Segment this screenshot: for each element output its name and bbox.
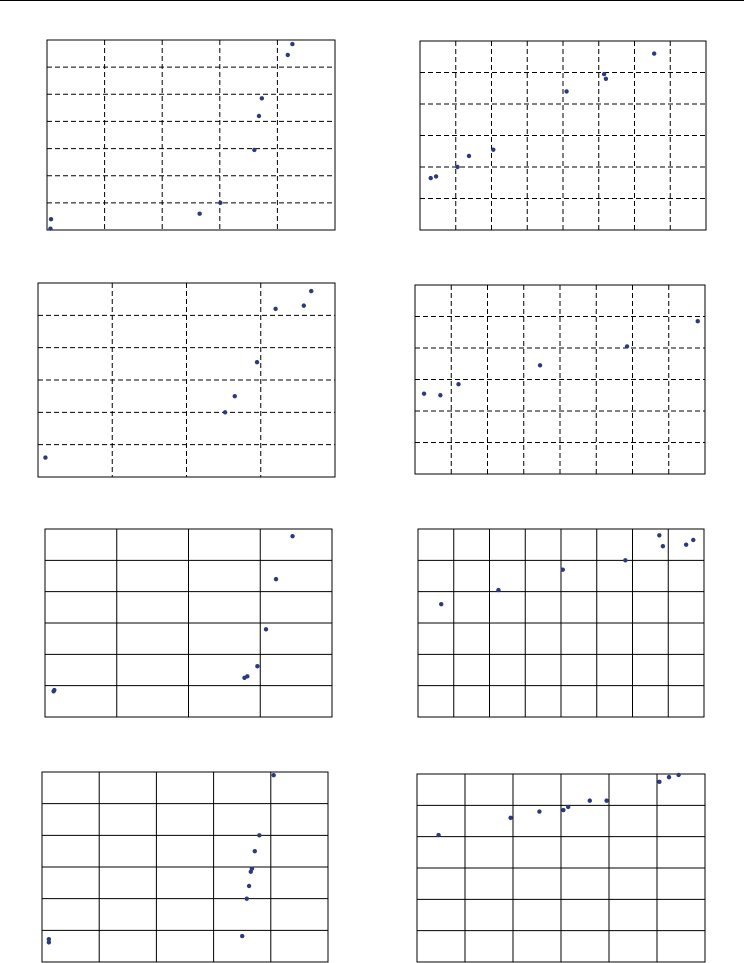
- data-point: [667, 775, 671, 779]
- data-point: [273, 307, 277, 311]
- data-point: [255, 360, 259, 364]
- scatter-panel-4: [415, 285, 705, 474]
- data-point: [247, 884, 251, 888]
- data-point: [47, 940, 51, 944]
- scatter-panel-3: [38, 283, 335, 477]
- data-point: [302, 303, 306, 307]
- data-point: [429, 176, 433, 180]
- data-point: [286, 53, 290, 57]
- data-point: [696, 319, 700, 323]
- data-point: [257, 114, 261, 118]
- scatter-panel-2: [420, 41, 706, 230]
- data-point: [48, 226, 52, 230]
- data-point: [233, 394, 237, 398]
- data-point: [274, 577, 278, 581]
- data-point: [52, 688, 56, 692]
- data-point: [491, 147, 495, 151]
- data-point: [588, 798, 592, 802]
- data-point: [250, 866, 254, 870]
- data-point: [564, 89, 568, 93]
- scatter-panel-7: [42, 772, 328, 962]
- data-point: [223, 410, 227, 414]
- data-point: [439, 602, 443, 606]
- data-point: [260, 96, 264, 100]
- data-point: [455, 165, 459, 169]
- data-point: [422, 391, 426, 395]
- data-point: [661, 544, 665, 548]
- data-point: [434, 174, 438, 178]
- data-point: [264, 627, 268, 631]
- data-point: [657, 780, 661, 784]
- data-point: [561, 568, 565, 572]
- data-point: [561, 808, 565, 812]
- data-point: [271, 773, 275, 777]
- data-point: [684, 542, 688, 546]
- data-point: [676, 773, 680, 777]
- data-point: [625, 344, 629, 348]
- data-point: [290, 534, 294, 538]
- plot-frame: [47, 40, 335, 230]
- data-point: [657, 533, 661, 537]
- data-point: [218, 201, 222, 205]
- data-point: [604, 77, 608, 81]
- data-point: [43, 455, 47, 459]
- data-point: [240, 934, 244, 938]
- data-point: [508, 816, 512, 820]
- data-point: [290, 42, 294, 46]
- data-point: [197, 212, 201, 216]
- data-point: [566, 805, 570, 809]
- data-point: [438, 393, 442, 397]
- data-point: [467, 154, 471, 158]
- data-point: [253, 849, 257, 853]
- data-point: [245, 674, 249, 678]
- data-point: [604, 798, 608, 802]
- data-point: [49, 217, 53, 221]
- data-point: [652, 51, 656, 55]
- data-point: [252, 148, 256, 152]
- scatter-panel-6: [418, 529, 704, 717]
- data-point: [255, 664, 259, 668]
- data-point: [623, 558, 627, 562]
- scatter-panel-5: [45, 529, 332, 717]
- data-point: [537, 809, 541, 813]
- data-point: [436, 833, 440, 837]
- data-point: [456, 382, 460, 386]
- scatter-panel-8: [417, 773, 705, 962]
- data-point: [309, 289, 313, 293]
- data-point: [538, 363, 542, 367]
- scatter-panel-1: [47, 40, 335, 231]
- data-point: [245, 896, 249, 900]
- data-point: [257, 833, 261, 837]
- data-point: [691, 538, 695, 542]
- data-point: [602, 72, 606, 76]
- data-point: [496, 588, 500, 592]
